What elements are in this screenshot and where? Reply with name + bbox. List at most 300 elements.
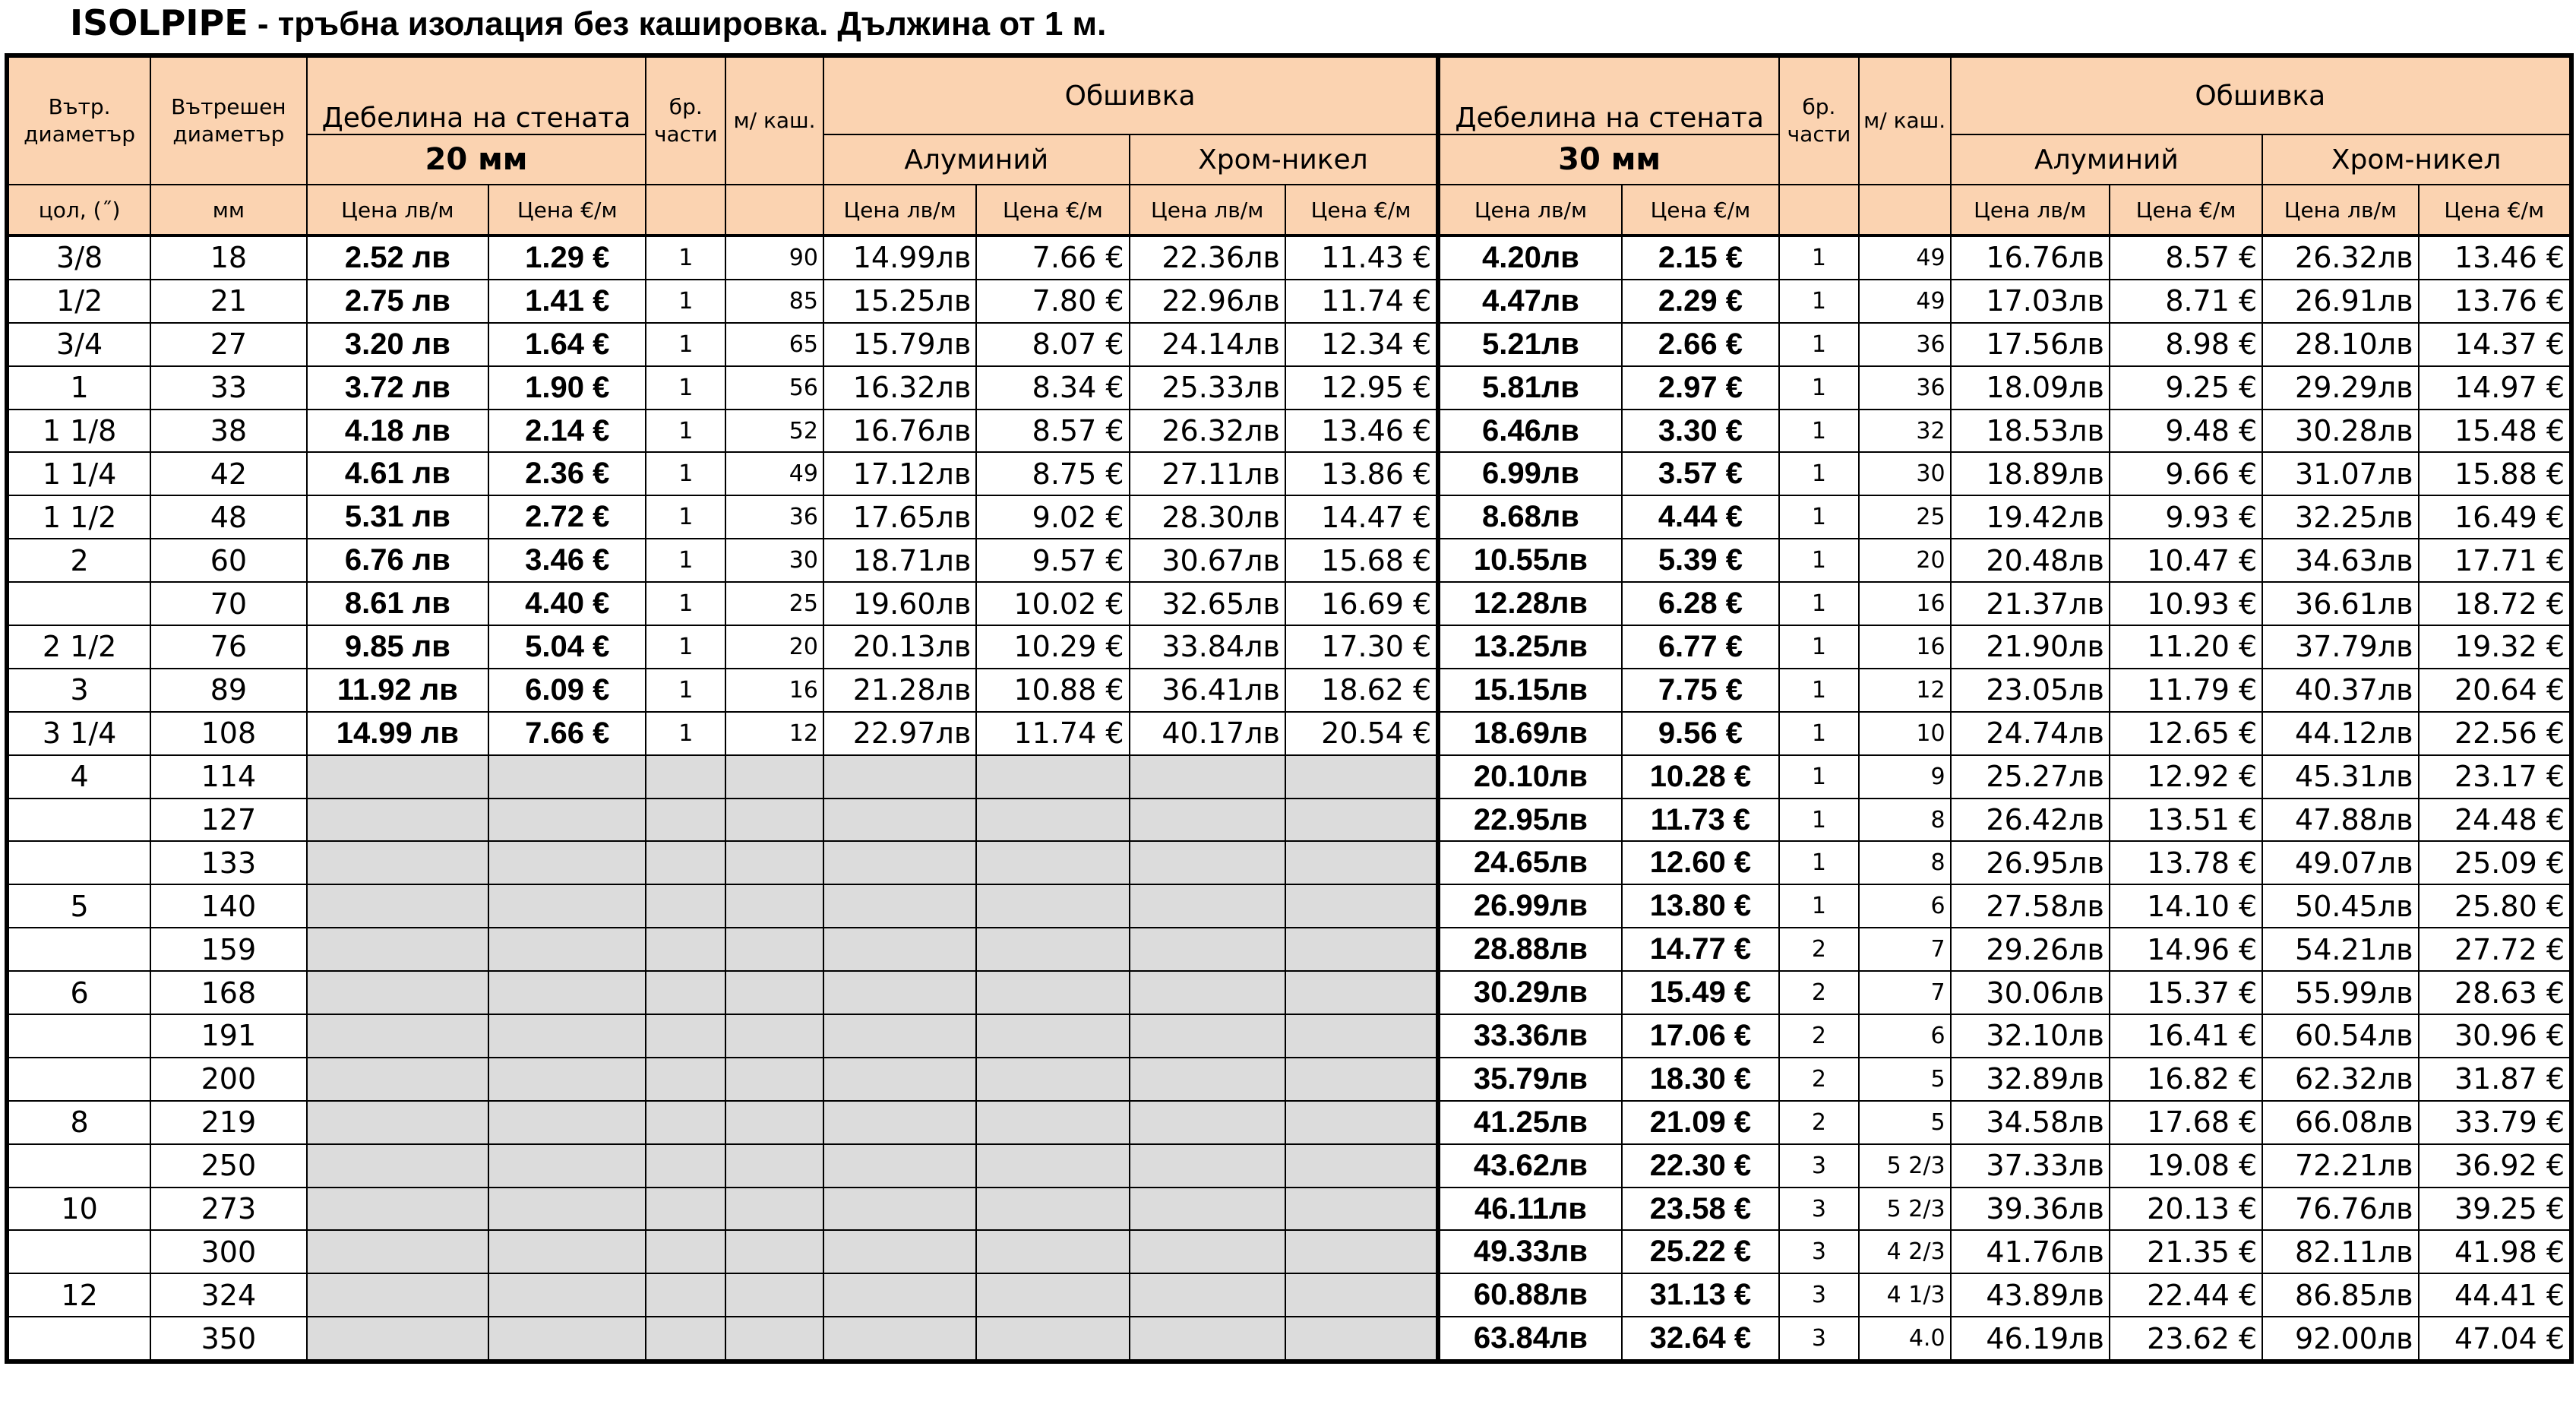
t30-cell-m-per-box: 36 — [1859, 366, 1951, 410]
empty-cell — [725, 755, 823, 799]
t30-cell-crni-price-bgn: 29.29лв — [2262, 366, 2418, 410]
t30-cell-price-eur: 23.58 € — [1622, 1188, 1779, 1231]
t30-cell-price-eur: 15.49 € — [1622, 971, 1779, 1014]
t20-cell-pieces: 1 — [646, 280, 725, 323]
t30-cell-m-per-box: 36 — [1859, 323, 1951, 366]
t20-cell-price-bgn: 11.92 лв — [307, 669, 489, 712]
t30-cell-crni-price-bgn: 82.11лв — [2262, 1230, 2418, 1273]
table-row — [7, 669, 2571, 712]
t20-cell-al-price-eur: 7.80 € — [976, 280, 1129, 323]
t30-cell-price-bgn: 41.25лв — [1438, 1101, 1622, 1144]
empty-cell — [488, 1101, 646, 1144]
t30-cell-price-bgn: 49.33лв — [1438, 1230, 1622, 1273]
t30-cell-pieces: 1 — [1779, 884, 1859, 928]
t20-cell-al-price-bgn: 16.76лв — [823, 410, 976, 453]
t30-cell-al-price-eur: 10.47 € — [2110, 539, 2262, 582]
t30-cell-crni-price-eur: 14.97 € — [2419, 366, 2571, 410]
t30-cell-crni-price-bgn: 92.00лв — [2262, 1317, 2418, 1361]
t30-cell-price-eur: 2.29 € — [1622, 280, 1779, 323]
t20-cell-pieces: 1 — [646, 323, 725, 366]
empty-cell — [725, 1230, 823, 1273]
t20-cell-price-eur: 6.09 € — [488, 669, 646, 712]
t20-cell-crni-price-eur: 15.68 € — [1285, 539, 1438, 582]
t30-cell-pieces: 3 — [1779, 1188, 1859, 1231]
t30-cell-price-eur: 2.97 € — [1622, 366, 1779, 410]
t30-cell-m-per-box: 4 1/3 — [1859, 1273, 1951, 1317]
t30-cell-al-price-eur: 9.93 € — [2110, 495, 2262, 539]
t30-cell-crni-price-eur: 14.37 € — [2419, 323, 2571, 366]
table-row — [7, 1014, 2571, 1058]
empty-cell — [307, 1188, 489, 1231]
unit-blank — [646, 185, 725, 236]
t30-cell-price-eur: 3.30 € — [1622, 410, 1779, 453]
table-row — [7, 1101, 2571, 1144]
t30-cell-price-eur: 25.22 € — [1622, 1230, 1779, 1273]
t30-cell-crni-price-eur: 47.04 € — [2419, 1317, 2571, 1361]
unit-price-bgn: Цена лв/м — [2262, 185, 2418, 236]
t20-cell-m-per-box: 25 — [725, 582, 823, 625]
cell-inner-diam-in: 3/4 — [7, 323, 150, 366]
table-row — [7, 841, 2571, 884]
t30-cell-al-price-eur: 12.65 € — [2110, 712, 2262, 755]
t20-cell-pieces: 1 — [646, 452, 725, 495]
t20-cell-crni-price-eur: 12.95 € — [1285, 366, 1438, 410]
t20-cell-crni-price-bgn: 25.33лв — [1130, 366, 1285, 410]
table-row — [7, 323, 2571, 366]
empty-cell — [488, 841, 646, 884]
header-aluminium-20: Алуминий — [823, 134, 1130, 185]
t30-cell-al-price-eur: 14.96 € — [2110, 928, 2262, 971]
empty-cell — [307, 755, 489, 799]
empty-cell — [307, 799, 489, 842]
t30-cell-pieces: 1 — [1779, 323, 1859, 366]
t20-cell-al-price-eur: 8.75 € — [976, 452, 1129, 495]
empty-cell — [1130, 928, 1285, 971]
t30-cell-crni-price-bgn: 26.32лв — [2262, 236, 2418, 280]
cell-inner-diam-in: 1/2 — [7, 280, 150, 323]
t30-cell-al-price-bgn: 25.27лв — [1951, 755, 2110, 799]
cell-inner-diam-in: 3 1/4 — [7, 712, 150, 755]
t20-cell-m-per-box: 20 — [725, 625, 823, 669]
title-text: - тръбна изолация без кашировка. Дължина от 1 м. — [248, 5, 1107, 43]
t20-cell-price-bgn: 9.85 лв — [307, 625, 489, 669]
t30-cell-crni-price-eur: 28.63 € — [2419, 971, 2571, 1014]
empty-cell — [725, 884, 823, 928]
t30-cell-al-price-eur: 8.57 € — [2110, 236, 2262, 280]
t20-cell-al-price-eur: 11.74 € — [976, 712, 1129, 755]
empty-cell — [307, 1058, 489, 1101]
t30-cell-al-price-bgn: 21.37лв — [1951, 582, 2110, 625]
t30-cell-al-price-eur: 13.51 € — [2110, 799, 2262, 842]
t30-cell-price-bgn: 5.81лв — [1438, 366, 1622, 410]
empty-cell — [646, 1188, 725, 1231]
table-row — [7, 971, 2571, 1014]
t30-cell-pieces: 1 — [1779, 539, 1859, 582]
t20-cell-al-price-eur: 10.88 € — [976, 669, 1129, 712]
empty-cell — [1285, 1101, 1438, 1144]
t30-cell-pieces: 1 — [1779, 799, 1859, 842]
t20-cell-al-price-eur: 8.34 € — [976, 366, 1129, 410]
t20-cell-crni-price-eur: 12.34 € — [1285, 323, 1438, 366]
empty-cell — [823, 971, 976, 1014]
t30-cell-pieces: 1 — [1779, 410, 1859, 453]
t30-cell-al-price-eur: 17.68 € — [2110, 1101, 2262, 1144]
t30-cell-crni-price-eur: 16.49 € — [2419, 495, 2571, 539]
empty-cell — [823, 1230, 976, 1273]
t30-cell-price-bgn: 28.88лв — [1438, 928, 1622, 971]
t20-cell-m-per-box: 16 — [725, 669, 823, 712]
empty-cell — [488, 799, 646, 842]
t30-cell-crni-price-bgn: 31.07лв — [2262, 452, 2418, 495]
cell-inner-diam-mm: 108 — [150, 712, 306, 755]
t30-cell-price-bgn: 8.68лв — [1438, 495, 1622, 539]
cell-inner-diam-mm: 21 — [150, 280, 306, 323]
t30-cell-price-eur: 2.15 € — [1622, 236, 1779, 280]
t20-cell-crni-price-eur: 18.62 € — [1285, 669, 1438, 712]
empty-cell — [646, 884, 725, 928]
price-table — [5, 53, 2574, 1364]
t30-cell-price-eur: 10.28 € — [1622, 755, 1779, 799]
t20-cell-crni-price-bgn: 22.96лв — [1130, 280, 1285, 323]
header-aluminium-30: Алуминий — [1951, 134, 2263, 185]
t30-cell-m-per-box: 5 2/3 — [1859, 1188, 1951, 1231]
t30-cell-price-eur: 31.13 € — [1622, 1273, 1779, 1317]
t30-cell-al-price-bgn: 20.48лв — [1951, 539, 2110, 582]
cell-inner-diam-in — [7, 928, 150, 971]
t30-cell-pieces: 1 — [1779, 366, 1859, 410]
empty-cell — [725, 841, 823, 884]
t20-cell-al-price-bgn: 15.25лв — [823, 280, 976, 323]
empty-cell — [1285, 1058, 1438, 1101]
t30-cell-m-per-box: 5 — [1859, 1101, 1951, 1144]
t30-cell-crni-price-eur: 44.41 € — [2419, 1273, 2571, 1317]
empty-cell — [976, 841, 1129, 884]
empty-cell — [488, 1230, 646, 1273]
cell-inner-diam-in: 3 — [7, 669, 150, 712]
cell-inner-diam-mm: 70 — [150, 582, 306, 625]
t20-cell-price-eur: 2.72 € — [488, 495, 646, 539]
empty-cell — [976, 799, 1129, 842]
t20-cell-m-per-box: 12 — [725, 712, 823, 755]
t20-cell-m-per-box: 85 — [725, 280, 823, 323]
t20-cell-crni-price-bgn: 33.84лв — [1130, 625, 1285, 669]
empty-cell — [307, 1273, 489, 1317]
t30-cell-m-per-box: 5 2/3 — [1859, 1144, 1951, 1188]
cell-inner-diam-mm: 200 — [150, 1058, 306, 1101]
t20-cell-price-eur: 7.66 € — [488, 712, 646, 755]
empty-cell — [1285, 928, 1438, 971]
t20-cell-al-price-eur: 7.66 € — [976, 236, 1129, 280]
cell-inner-diam-mm: 33 — [150, 366, 306, 410]
empty-cell — [976, 928, 1129, 971]
empty-cell — [1130, 799, 1285, 842]
unit-blank — [725, 185, 823, 236]
cell-inner-diam-mm: 250 — [150, 1144, 306, 1188]
cell-inner-diam-mm: 18 — [150, 236, 306, 280]
t30-cell-price-eur: 3.57 € — [1622, 452, 1779, 495]
cell-inner-diam-in: 1 1/2 — [7, 495, 150, 539]
t30-cell-crni-price-eur: 25.80 € — [2419, 884, 2571, 928]
t30-cell-crni-price-bgn: 76.76лв — [2262, 1188, 2418, 1231]
unit-price-eur: Цена €/м — [1622, 185, 1779, 236]
t30-cell-price-bgn: 6.46лв — [1438, 410, 1622, 453]
empty-cell — [1285, 1273, 1438, 1317]
t30-cell-al-price-bgn: 39.36лв — [1951, 1188, 2110, 1231]
t30-cell-al-price-eur: 12.92 € — [2110, 755, 2262, 799]
cell-inner-diam-in: 6 — [7, 971, 150, 1014]
t30-cell-m-per-box: 49 — [1859, 280, 1951, 323]
table-row — [7, 1144, 2571, 1188]
t30-cell-price-eur: 5.39 € — [1622, 539, 1779, 582]
t30-cell-crni-price-bgn: 37.79лв — [2262, 625, 2418, 669]
t30-cell-price-eur: 6.28 € — [1622, 582, 1779, 625]
empty-cell — [488, 884, 646, 928]
empty-cell — [488, 928, 646, 971]
t30-cell-price-eur: 9.56 € — [1622, 712, 1779, 755]
t30-cell-pieces: 1 — [1779, 582, 1859, 625]
t20-cell-crni-price-bgn: 36.41лв — [1130, 669, 1285, 712]
t30-cell-m-per-box: 4.0 — [1859, 1317, 1951, 1361]
empty-cell — [488, 1058, 646, 1101]
t30-cell-price-bgn: 6.99лв — [1438, 452, 1622, 495]
empty-cell — [646, 971, 725, 1014]
cell-inner-diam-in: 8 — [7, 1101, 150, 1144]
t30-cell-crni-price-bgn: 40.37лв — [2262, 669, 2418, 712]
t30-cell-price-bgn: 10.55лв — [1438, 539, 1622, 582]
t30-cell-al-price-eur: 16.82 € — [2110, 1058, 2262, 1101]
t30-cell-price-eur: 4.44 € — [1622, 495, 1779, 539]
cell-inner-diam-in: 1 1/8 — [7, 410, 150, 453]
table-row — [7, 1058, 2571, 1101]
empty-cell — [1130, 1058, 1285, 1101]
t30-cell-crni-price-bgn: 49.07лв — [2262, 841, 2418, 884]
unit-blank — [1779, 185, 1859, 236]
t30-cell-crni-price-eur: 13.76 € — [2419, 280, 2571, 323]
t30-cell-al-price-eur: 16.41 € — [2110, 1014, 2262, 1058]
t30-cell-crni-price-eur: 25.09 € — [2419, 841, 2571, 884]
t30-cell-pieces: 2 — [1779, 928, 1859, 971]
cell-inner-diam-in — [7, 1058, 150, 1101]
t30-cell-crni-price-eur: 24.48 € — [2419, 799, 2571, 842]
t30-cell-price-eur: 7.75 € — [1622, 669, 1779, 712]
empty-cell — [1130, 1317, 1285, 1361]
t30-cell-crni-price-bgn: 60.54лв — [2262, 1014, 2418, 1058]
empty-cell — [725, 971, 823, 1014]
empty-cell — [646, 755, 725, 799]
t30-cell-crni-price-bgn: 66.08лв — [2262, 1101, 2418, 1144]
table-row — [7, 755, 2571, 799]
t30-cell-pieces: 1 — [1779, 495, 1859, 539]
empty-cell — [646, 1014, 725, 1058]
t20-cell-price-eur: 1.29 € — [488, 236, 646, 280]
t30-cell-pieces: 3 — [1779, 1273, 1859, 1317]
table-row — [7, 625, 2571, 669]
t20-cell-m-per-box: 36 — [725, 495, 823, 539]
empty-cell — [1130, 755, 1285, 799]
cell-inner-diam-mm: 350 — [150, 1317, 306, 1361]
empty-cell — [307, 1144, 489, 1188]
t30-cell-price-eur: 12.60 € — [1622, 841, 1779, 884]
t30-cell-crni-price-eur: 30.96 € — [2419, 1014, 2571, 1058]
t20-cell-price-eur: 1.64 € — [488, 323, 646, 366]
empty-cell — [307, 841, 489, 884]
empty-cell — [307, 928, 489, 971]
header-wall-thickness-30: Дебелина на стената — [1438, 55, 1779, 134]
t30-cell-price-eur: 13.80 € — [1622, 884, 1779, 928]
t30-cell-crni-price-bgn: 34.63лв — [2262, 539, 2418, 582]
empty-cell — [307, 884, 489, 928]
t20-cell-m-per-box: 49 — [725, 452, 823, 495]
t30-cell-pieces: 3 — [1779, 1144, 1859, 1188]
t30-cell-al-price-bgn: 23.05лв — [1951, 669, 2110, 712]
t30-cell-al-price-eur: 8.71 € — [2110, 280, 2262, 323]
empty-cell — [725, 1058, 823, 1101]
t30-cell-price-bgn: 60.88лв — [1438, 1273, 1622, 1317]
t30-cell-crni-price-eur: 13.46 € — [2419, 236, 2571, 280]
cell-inner-diam-in — [7, 1144, 150, 1188]
t30-cell-al-price-bgn: 32.89лв — [1951, 1058, 2110, 1101]
t30-cell-m-per-box: 8 — [1859, 841, 1951, 884]
unit-price-eur: Цена €/м — [1285, 185, 1438, 236]
t20-cell-pieces: 1 — [646, 669, 725, 712]
empty-cell — [823, 1058, 976, 1101]
t30-cell-al-price-eur: 22.44 € — [2110, 1273, 2262, 1317]
empty-cell — [488, 1014, 646, 1058]
t30-cell-crni-price-bgn: 32.25лв — [2262, 495, 2418, 539]
table-row — [7, 1317, 2571, 1361]
empty-cell — [646, 1101, 725, 1144]
t20-cell-al-price-eur: 8.57 € — [976, 410, 1129, 453]
empty-cell — [823, 1317, 976, 1361]
t20-cell-m-per-box: 56 — [725, 366, 823, 410]
table-row — [7, 582, 2571, 625]
t30-cell-price-bgn: 15.15лв — [1438, 669, 1622, 712]
unit-mm: мм — [150, 185, 306, 236]
unit-price-bgn: Цена лв/м — [1951, 185, 2110, 236]
empty-cell — [823, 1188, 976, 1231]
t30-cell-al-price-bgn: 24.74лв — [1951, 712, 2110, 755]
t20-cell-crni-price-bgn: 27.11лв — [1130, 452, 1285, 495]
t20-cell-al-price-bgn: 19.60лв — [823, 582, 976, 625]
t30-cell-pieces: 3 — [1779, 1230, 1859, 1273]
cell-inner-diam-mm: 38 — [150, 410, 306, 453]
empty-cell — [976, 755, 1129, 799]
t30-cell-al-price-eur: 9.25 € — [2110, 366, 2262, 410]
cell-inner-diam-in — [7, 582, 150, 625]
header-cladding-20: Обшивка — [823, 55, 1438, 134]
t20-cell-crni-price-bgn: 32.65лв — [1130, 582, 1285, 625]
t30-cell-m-per-box: 9 — [1859, 755, 1951, 799]
t30-cell-al-price-eur: 21.35 € — [2110, 1230, 2262, 1273]
t30-cell-crni-price-eur: 15.88 € — [2419, 452, 2571, 495]
table-row — [7, 884, 2571, 928]
t30-cell-pieces: 2 — [1779, 971, 1859, 1014]
t20-cell-crni-price-bgn: 24.14лв — [1130, 323, 1285, 366]
empty-cell — [976, 1230, 1129, 1273]
t30-cell-al-price-eur: 10.93 € — [2110, 582, 2262, 625]
empty-cell — [1285, 884, 1438, 928]
unit-price-bgn: Цена лв/м — [1438, 185, 1622, 236]
t30-cell-pieces: 1 — [1779, 236, 1859, 280]
cell-inner-diam-in: 4 — [7, 755, 150, 799]
empty-cell — [646, 841, 725, 884]
t20-cell-crni-price-bgn: 40.17лв — [1130, 712, 1285, 755]
t20-cell-al-price-bgn: 18.71лв — [823, 539, 976, 582]
table-row — [7, 1188, 2571, 1231]
empty-cell — [1130, 971, 1285, 1014]
empty-cell — [1285, 841, 1438, 884]
table-row — [7, 280, 2571, 323]
empty-cell — [646, 1273, 725, 1317]
t20-cell-al-price-bgn: 14.99лв — [823, 236, 976, 280]
empty-cell — [1130, 1188, 1285, 1231]
cell-inner-diam-mm: 300 — [150, 1230, 306, 1273]
t20-cell-pieces: 1 — [646, 582, 725, 625]
empty-cell — [1285, 1317, 1438, 1361]
empty-cell — [976, 971, 1129, 1014]
t30-cell-m-per-box: 25 — [1859, 495, 1951, 539]
t20-cell-pieces: 1 — [646, 366, 725, 410]
empty-cell — [488, 1188, 646, 1231]
cell-inner-diam-mm: 140 — [150, 884, 306, 928]
empty-cell — [725, 1014, 823, 1058]
t20-cell-price-bgn: 2.75 лв — [307, 280, 489, 323]
empty-cell — [1285, 971, 1438, 1014]
t30-cell-al-price-bgn: 32.10лв — [1951, 1014, 2110, 1058]
t30-cell-al-price-bgn: 18.53лв — [1951, 410, 2110, 453]
t30-cell-price-bgn: 46.11лв — [1438, 1188, 1622, 1231]
t30-cell-m-per-box: 7 — [1859, 971, 1951, 1014]
unit-price-bgn: Цена лв/м — [1130, 185, 1285, 236]
empty-cell — [307, 1230, 489, 1273]
t30-cell-m-per-box: 12 — [1859, 669, 1951, 712]
empty-cell — [823, 1101, 976, 1144]
t30-cell-crni-price-bgn: 45.31лв — [2262, 755, 2418, 799]
t30-cell-m-per-box: 4 2/3 — [1859, 1230, 1951, 1273]
header-chrome-nickel-20: Хром-никел — [1130, 134, 1439, 185]
empty-cell — [725, 799, 823, 842]
t30-cell-price-bgn: 13.25лв — [1438, 625, 1622, 669]
t20-cell-price-eur: 2.14 € — [488, 410, 646, 453]
empty-cell — [646, 799, 725, 842]
t20-cell-price-bgn: 14.99 лв — [307, 712, 489, 755]
t30-cell-crni-price-eur: 41.98 € — [2419, 1230, 2571, 1273]
empty-cell — [1130, 1014, 1285, 1058]
empty-cell — [823, 755, 976, 799]
t30-cell-price-bgn: 4.47лв — [1438, 280, 1622, 323]
t30-cell-pieces: 2 — [1779, 1014, 1859, 1058]
t30-cell-crni-price-eur: 20.64 € — [2419, 669, 2571, 712]
t20-cell-al-price-bgn: 16.32лв — [823, 366, 976, 410]
empty-cell — [1130, 841, 1285, 884]
t30-cell-al-price-bgn: 16.76лв — [1951, 236, 2110, 280]
cell-inner-diam-in — [7, 1014, 150, 1058]
t30-cell-al-price-bgn: 41.76лв — [1951, 1230, 2110, 1273]
t20-cell-pieces: 1 — [646, 236, 725, 280]
t20-cell-crni-price-bgn: 26.32лв — [1130, 410, 1285, 453]
header-m-per-box-20: м/ каш. — [725, 55, 823, 185]
header-pieces-20: бр. части — [646, 55, 725, 185]
t30-cell-price-bgn: 18.69лв — [1438, 712, 1622, 755]
empty-cell — [307, 971, 489, 1014]
t30-cell-pieces: 1 — [1779, 712, 1859, 755]
t30-cell-m-per-box: 49 — [1859, 236, 1951, 280]
t30-cell-price-eur: 17.06 € — [1622, 1014, 1779, 1058]
header-cladding-30: Обшивка — [1951, 55, 2571, 134]
cell-inner-diam-mm: 219 — [150, 1101, 306, 1144]
t20-cell-al-price-eur: 9.57 € — [976, 539, 1129, 582]
empty-cell — [1130, 1273, 1285, 1317]
